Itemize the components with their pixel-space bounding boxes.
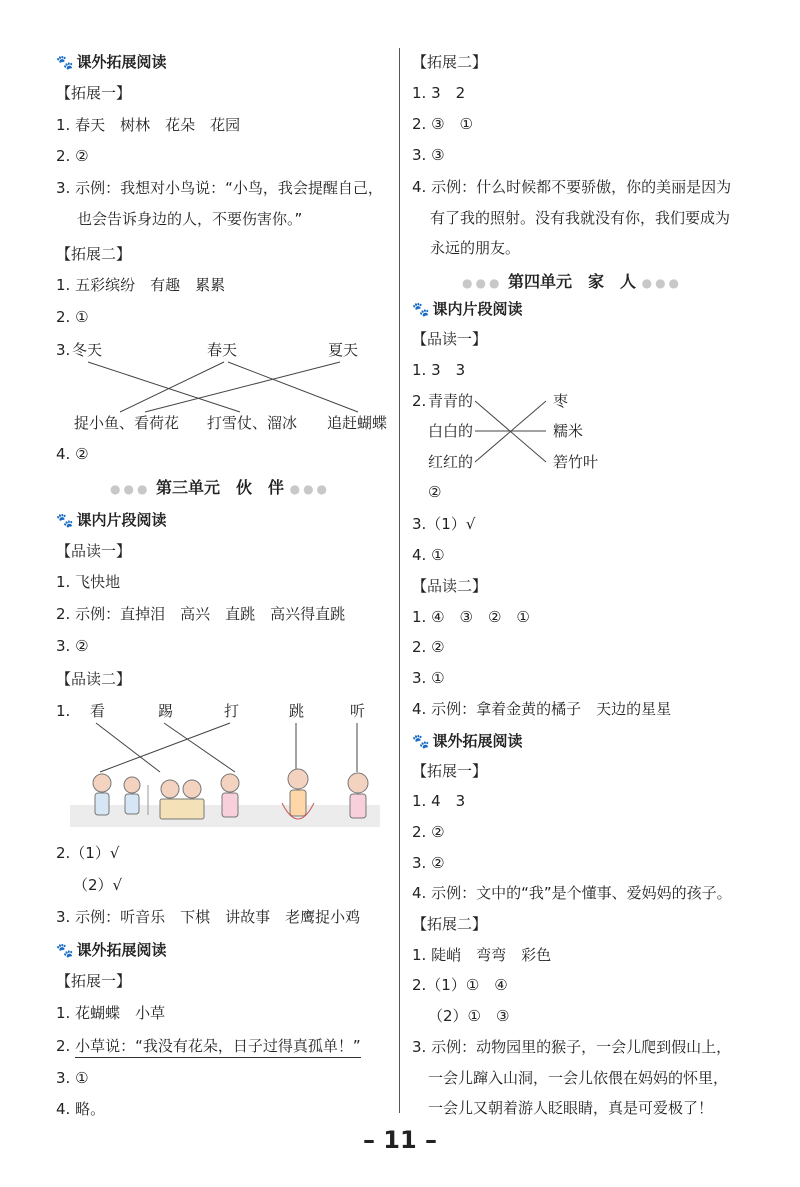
answer: 3. ① [412,669,445,687]
match-left-2: 白白的 [428,422,474,440]
answer: 一会儿又朝着游人眨眼睛，真是可爱极了！ [428,1099,714,1117]
answer: 3. ② [56,637,89,655]
section-heading: 🐾 课内片段阅读 [56,511,167,529]
answer: 3. ③ [412,146,445,164]
match-top-1: 冬天 [72,341,103,359]
dots-icon: ●●● [462,276,503,290]
answer: 1. 春天 树林 花朵 花园 [56,116,241,134]
answer: 一会儿蹿入山洞，一会儿依偎在妈妈的怀里， [428,1069,729,1087]
pd-title: 【品读一】 [56,542,132,560]
answer: 1. [56,702,71,720]
answer: 4. 示例：拿着金黄的橘子 天边的星星 [412,700,672,718]
dots-icon: ●●● [110,482,151,496]
answer: 1. 五彩缤纷 有趣 累累 [56,276,226,294]
answer: 4. 略。 [56,1100,106,1118]
paw-icon: 🐾 [412,302,430,318]
match-left-1: 青青的 [428,392,474,410]
answer: 2.（1）① ④ [412,976,508,994]
answer: 4. ① [412,546,445,564]
match-right-2: 糯米 [553,422,584,440]
answer: （2）① ③ [428,1007,510,1025]
answer: 3. ② [412,854,445,872]
answer: 2. ① [56,308,89,326]
answer: 1. 陡峭 弯弯 彩色 [412,946,552,964]
answer: 永远的朋友。 [430,239,521,257]
answer: 3. ① [56,1069,89,1087]
answer: （2）√ [73,876,123,894]
section-heading: 🐾 课内片段阅读 [412,300,523,318]
match-bottom-1: 捉小鱼、看荷花 [74,414,180,432]
pd-title: 【品读二】 [412,577,488,595]
match-right-3: 箬竹叶 [553,453,599,471]
unit-heading: ●●● 第三单元 伙 伴 ●●● [110,478,331,497]
match-left-3: 红红的 [428,453,474,471]
verb-4: 跳 [289,702,305,720]
answer: 1. ④ ③ ② ① [412,608,530,626]
pd-title: 【品读一】 [412,330,488,348]
match-bottom-2: 打雪仗、溜冰 [207,414,298,432]
paw-icon: 🐾 [56,513,74,529]
verb-2: 踢 [158,702,174,720]
ext-title: 【拓展一】 [56,972,132,990]
section-heading: 🐾 课外拓展阅读 [56,53,167,71]
paw-icon: 🐾 [56,55,74,71]
ext-title: 【拓展一】 [412,762,488,780]
section-heading: 🐾 课外拓展阅读 [56,941,167,959]
answer: 3.（1）√ [412,515,476,533]
answer: 1. 3 3 [412,361,466,379]
match-right-1: 枣 [553,392,569,410]
answer: 也会告诉身边的人，不要伤害你。” [77,210,303,228]
dots-icon: ●●● [289,482,331,496]
answer: 1. 飞快地 [56,573,121,591]
section-heading: 🐾 课外拓展阅读 [412,732,523,750]
answer: 2. ③ ① [412,115,473,133]
verb-5: 听 [350,702,366,720]
answer: 3. 示例：听音乐 下棋 讲故事 老鹰捉小鸡 [56,908,361,926]
answer: ② [428,483,442,501]
paw-icon: 🐾 [412,734,430,750]
paw-icon: 🐾 [56,943,74,959]
answer: 4. 示例：文中的“我”是个懂事、爱妈妈的孩子。 [412,884,732,902]
verb-1: 看 [90,702,106,720]
answer: 1. 3 2 [412,84,466,102]
answer: 2. [412,392,427,410]
ext-title: 【拓展二】 [56,245,132,263]
ext-title: 【拓展二】 [412,915,488,933]
dots-icon: ●●● [641,276,683,290]
page-number: – 11 – [362,1126,438,1154]
ext-title: 【拓展二】 [412,53,488,71]
answer: 1. 花蝴蝶 小草 [56,1004,166,1022]
answer: 2. ② [412,638,445,656]
answer: 有了我的照射。没有我就没有你，我们要成为 [430,209,731,227]
match-top-2: 春天 [207,341,238,359]
verb-3: 打 [224,702,240,720]
match-top-3: 夏天 [328,341,359,359]
answer: 2. ② [56,147,89,165]
answer: 2. 示例：直掉泪 高兴 直跳 高兴得直跳 [56,605,346,623]
underlined-sentence: 小草说：“我没有花朵，日子过得真孤单！” [75,1037,361,1058]
answer: 2. 小草说：“我没有花朵，日子过得真孤单！” [56,1036,361,1056]
match-bottom-3: 追赶蝴蝶 [327,414,388,432]
pd-title: 【品读二】 [56,670,132,688]
answer: 4. ② [56,445,89,463]
answer: 3. 示例：我想对小鸟说：“小鸟，我会提醒自己， [56,179,383,197]
answer: 4. 示例：什么时候都不要骄傲，你的美丽是因为 [412,178,732,196]
answer: 2.（1）√ [56,844,120,862]
ext-title: 【拓展一】 [56,84,132,102]
answer: 3. [56,341,71,359]
answer: 2. ② [412,823,445,841]
answer: 1. 4 3 [412,792,466,810]
unit-heading: ●●● 第四单元 家 人 ●●● [462,272,683,291]
answer: 3. 示例：动物园里的猴子，一会儿爬到假山上， [412,1038,732,1056]
